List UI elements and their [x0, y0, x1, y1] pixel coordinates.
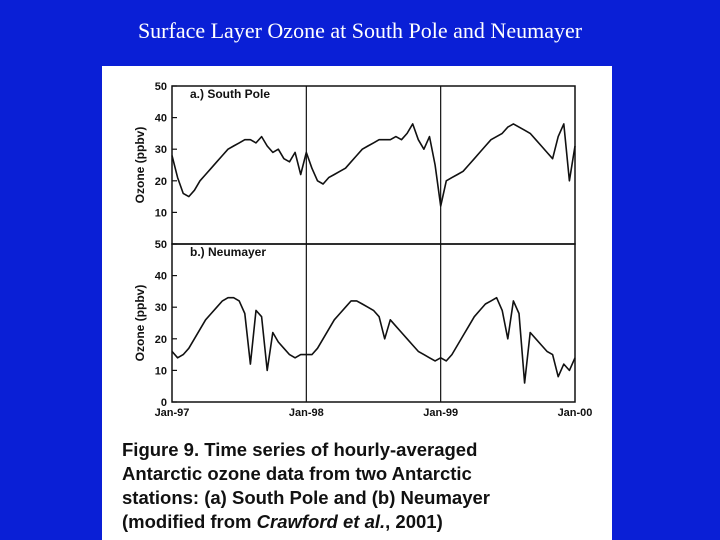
y-tick-label-b-50: 50 [154, 239, 167, 251]
y-tick-label-a-20: 20 [154, 175, 167, 188]
panel-label-b: b.) Neumayer [190, 245, 267, 259]
y-tick-label-a-50: 50 [154, 81, 167, 93]
x-tick-label-jan-00: Jan-00 [557, 407, 593, 419]
series-line-a [172, 124, 575, 206]
y-tick-label-b-40: 40 [154, 270, 167, 283]
y-axis-title-b: Ozone (ppbv) [133, 284, 147, 362]
y-tick-label-b-30: 30 [154, 302, 167, 315]
caption-line-4-suffix: , 2001) [385, 511, 443, 532]
figure-caption [122, 438, 602, 534]
plot-frame-a [172, 86, 575, 244]
y-tick-label-b-20: 20 [154, 333, 167, 346]
x-tick-label-jan-99: Jan-99 [423, 407, 459, 419]
y-tick-label-b-0: 0 [160, 397, 167, 409]
y-tick-label-a-30: 30 [154, 144, 167, 157]
caption-line-1: Figure 9. Time series of hourly-averaged [122, 439, 478, 460]
plot-frame-b [172, 244, 575, 402]
caption-citation-author: Crawford et al. [256, 511, 386, 532]
y-axis-title-a: Ozone (ppbv) [133, 126, 147, 204]
slide-title: Surface Layer Ozone at South Pole and Neumayer [137, 18, 583, 43]
y-tick-label-a-40: 40 [154, 112, 167, 125]
caption-line-2: Antarctic ozone data from two Antarctic [122, 463, 472, 484]
figure-panel [102, 66, 612, 540]
y-tick-label-b-10: 10 [154, 365, 167, 378]
panel-label-a: a.) South Pole [190, 87, 271, 101]
caption-line-4 [122, 510, 602, 534]
x-tick-label-jan-97: Jan-97 [154, 407, 190, 419]
y-tick-label-a-10: 10 [154, 207, 167, 220]
caption-line-4-prefix: (modified from [122, 511, 257, 532]
caption-line-3: stations: (a) South Pole and (b) Neumayer [122, 487, 490, 508]
x-tick-label-jan-98: Jan-98 [288, 407, 324, 419]
series-line-b [172, 298, 575, 383]
